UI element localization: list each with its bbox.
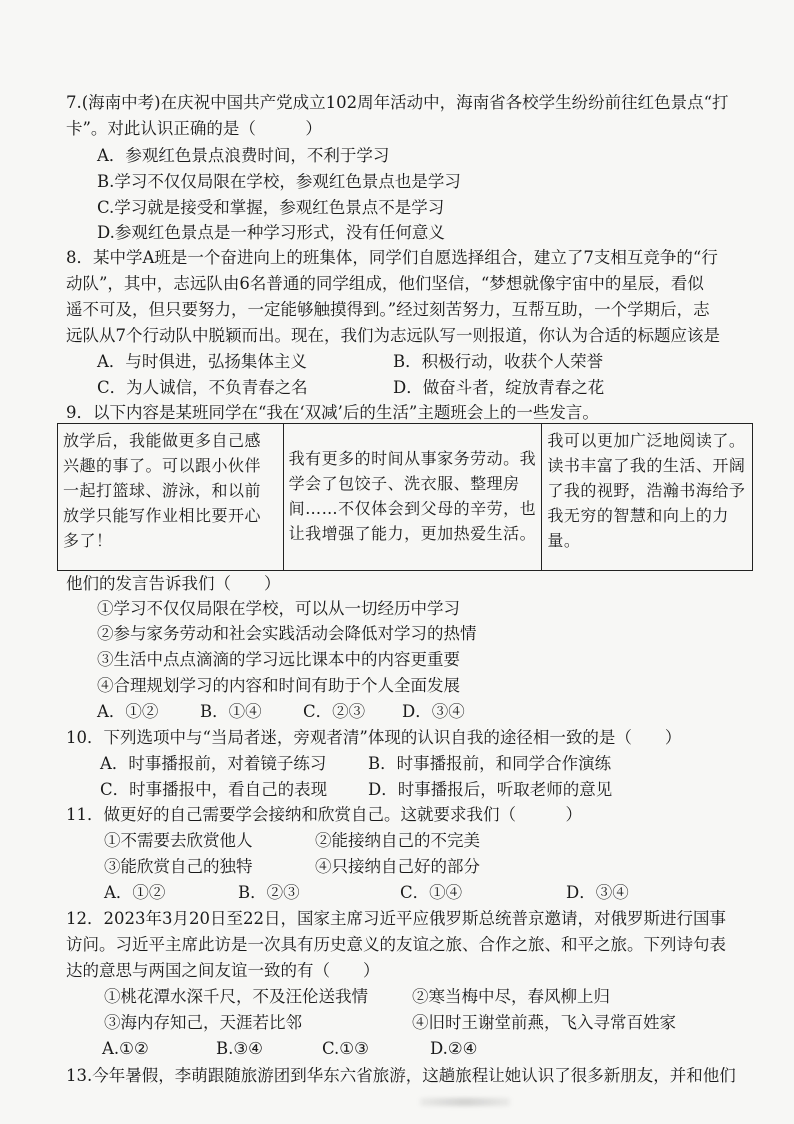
q9-statement-4: ④合理规划学习的内容和时间有助于个人全面发展 (97, 676, 460, 695)
q11-statement-2: ②能接纳自己的不完美 (315, 831, 480, 850)
q12-option-d: D.②④ (430, 1039, 478, 1058)
q9-speech-2: 我有更多的时间从事家务劳动。我 学会了包饺子、洗衣服、整理房 间……不仅体会到父母的辛劳，也 让我增强了能力，更加热爱生活。 (283, 424, 542, 571)
q9-ask: 他们的发言告诉我们（ ） (66, 574, 281, 593)
q11-option-c: C．①④ (400, 883, 463, 902)
q12-option-b: B.③④ (216, 1039, 263, 1058)
q12-option-a: A.①② (102, 1039, 149, 1058)
q11-statement-4: ④只接纳自己好的部分 (315, 857, 480, 876)
q11-option-d: D．③④ (566, 883, 629, 902)
q12-option-c: C.①③ (322, 1039, 369, 1058)
q9-speech-table (57, 423, 753, 571)
q11-option-a: A．①② (104, 883, 166, 902)
q12-statement-4: ④旧时王谢堂前燕，飞入寻常百姓家 (412, 1013, 676, 1032)
q12-stem-line3: 达的意思与两国之间友谊一致的有（ ） (66, 961, 380, 980)
q11-statement-3: ③能欣赏自己的独特 (104, 857, 253, 876)
q12-stem-line1: 12．2023年3月20日至22日，国家主席习近平应俄罗斯总统普京邀请，对俄罗斯进行国事 (66, 909, 726, 928)
q13-stem-line1: 13.今年暑假，李萌跟随旅游团到华东六省旅游，这趟旅程让她认识了很多新朋友，并和他们 (66, 1066, 736, 1085)
q7-stem-line1: 7.(海南中考)在庆祝中国共产党成立102周年活动中，海南省各校学生纷纷前往红色景点“打 (66, 93, 729, 112)
q10-stem: 10．下列选项中与“当局者迷，旁观者清”体现的认识自我的途径相一致的是（ ） (66, 728, 682, 747)
q9-option-b: B．①④ (200, 702, 262, 721)
q8-option-d: D．做奋斗者，绽放青春之花 (393, 378, 605, 397)
q9-option-d: D．③④ (402, 702, 465, 721)
q9-stem: 9．以下内容是某班同学在“我在‘双减’后的生活”主题班会上的一些发言。 (66, 403, 599, 422)
q9-speech-3: 我可以更加广泛地阅读了。 读书丰富了我的生活、开阔 了我的视野，浩瀚书海给予 我无穷的智慧和向上的力 量。 (542, 424, 753, 571)
q8-stem-line2: 动队”，其中，志远队由6名普通的同学组成，他们坚信，“梦想就像宇宙中的星辰，看似 (66, 274, 704, 293)
q9-option-c: C．②③ (303, 702, 366, 721)
q10-option-a: A．时事播报前，对着镜子练习 (100, 754, 327, 773)
q7-stem-line2: 卡”。对此认识正确的是（ ） (66, 119, 322, 138)
q11-statement-1: ①不需要去欣赏他人 (104, 831, 253, 850)
q8-option-c: C．为人诚信，不负青春之名 (97, 378, 308, 397)
q8-option-b: B．积极行动，收获个人荣誉 (393, 352, 604, 371)
q9-statement-1: ①学习不仅仅局限在学校，可以从一切经历中学习 (97, 599, 460, 618)
q10-option-b: B．时事播报前，和同学合作演练 (368, 754, 612, 773)
q9-statement-2: ②参与家务劳动和社会实践活动会降低对学习的热情 (97, 624, 477, 643)
q9-option-a: A．①② (97, 702, 159, 721)
q7-option-b: B.学习不仅仅局限在学校，参观红色景点也是学习 (97, 172, 461, 191)
q12-statement-3: ③海内存知己，天涯若比邻 (104, 1013, 302, 1032)
q10-option-c: C．时事播报中，看自己的表现 (100, 780, 328, 799)
q8-stem-line4: 远队从7个行动队中脱颖而出。现在，我们为志远队写一则报道，你认为合适的标题应该是 (66, 326, 720, 345)
bottom-scan-smudge (420, 1098, 510, 1106)
q9-statement-3: ③生活中点点滴滴的学习远比课本中的内容更重要 (97, 650, 460, 669)
q7-option-d: D.参观红色景点是一种学习形式，没有任何意义 (97, 223, 445, 242)
q10-option-d: D．时事播报后，听取老师的意见 (368, 780, 613, 799)
q7-option-a: A．参观红色景点浪费时间，不利于学习 (97, 146, 390, 165)
q12-statement-1: ①桃花潭水深千尺，不及汪伦送我情 (104, 987, 368, 1006)
q8-option-a: A．与时俱进，弘扬集体主义 (97, 352, 307, 371)
q7-option-c: C.学习就是接受和掌握，参观红色景点不是学习 (97, 198, 445, 217)
q11-stem: 11．做更好的自己需要学会接纳和欣赏自己。这就要求我们（ ） (66, 805, 582, 824)
q11-option-b: B．②③ (238, 883, 300, 902)
q12-statement-2: ②寒当梅中尽，春风柳上归 (412, 987, 610, 1006)
q9-speech-1: 放学后，我能做更多自己感 兴趣的事了。可以跟小伙伴 一起打篮球、游泳，和以前 放学只能写作业相比要开心 多了！ (58, 424, 284, 571)
q12-stem-line2: 访问。习近平主席此访是一次具有历史意义的友谊之旅、合作之旅、和平之旅。下列诗句表 (66, 935, 726, 954)
q8-stem-line1: 8．某中学A班是一个奋进向上的班集体，同学们自愿选择组合，建立了7支相互竞争的“行 (66, 248, 718, 267)
q8-stem-line3: 遥不可及，但只要努力，一定能够触摸得到。”经过刻苦努力，互帮互助，一个学期后，志 (66, 300, 710, 319)
